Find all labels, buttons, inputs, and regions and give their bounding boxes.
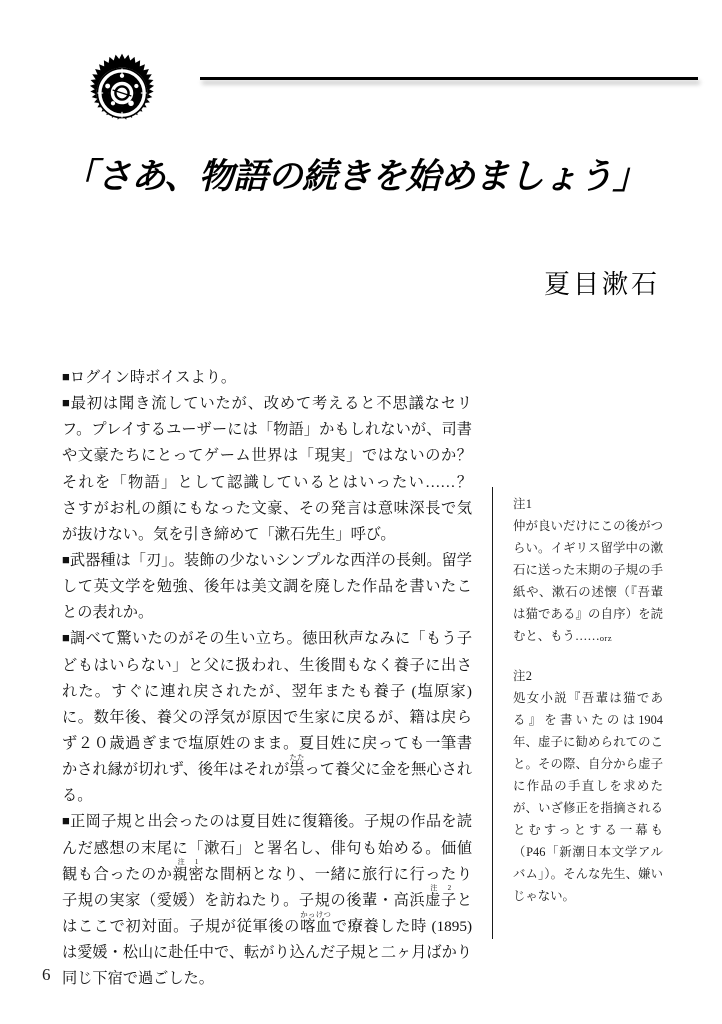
header-horizontal-rule: [200, 77, 698, 80]
body-paragraph: ■武器種は「刃」。装飾の少ないシンプルな西洋の長剣。留学して英文学を勉強、後年は美文調を廃した作品を書いたことの表れか。: [62, 551, 472, 622]
side-notes-column: [513, 493, 663, 907]
page-title: 「さあ、物語の続きを始めましょう」: [62, 157, 648, 197]
side-note-label: 注2: [513, 668, 533, 683]
side-note-body: 仲が良いだけにこの後がつらい。イギリス留学中の漱石に送った末期の子規の手紙や、漱石の述懐（『吾輩は猫である』の自序）を読むと、もう……orz: [513, 519, 663, 644]
body-paragraph: ■正岡子規と出会ったのは夏目姓に復籍後。子規の作品を読んだ感想の末尾に「漱石」と署名し、俳句も始める。価値観も合ったのか親密注1な間柄となり、一緒に旅行に行ったり子規の実家（愛媛）を訪ねたり。子規の後輩・高浜虚子注2とはここで初対面。子規が従軍後の喀血かっけつで療養した時 (1895) は愛媛・松山に赴任中で、転がり込んだ子規と二ヶ月ばかり同じ下宿で過ごした。: [62, 813, 473, 988]
body-paragraph: ■最初は聞き流していたが、改めて考えると不思議なセリフ。プレイするユーザーには「物語」かもしれないが、司書や文豪たちにとってゲーム世界は「現実」ではないのか？ それを「物語」として認識しているとはいったい……？ さすがお札の顔にもなった文豪、その発言は意味深長で気が抜けない。気を引き締めて「漱石先生」呼び。: [62, 395, 488, 543]
author-name: 夏目漱石: [543, 270, 660, 299]
side-note: [513, 665, 663, 908]
footnote-marker-1: 親密注1: [172, 857, 205, 883]
body-paragraph: ■調べて驚いたのがその生い立ち。徳田秋声なみに「もう子どもはいらない」と父に扱われ、生後間もなく養子に出された。すぐに連れ戻されたが、翌年またも養子 (塩原家) に。数年後、養父の浮気が原因で生家に戻るが、籍は戻らず２０歳過ぎまで塩原姓のまま。夏目姓に戻っても一筆書かされ縁が切れず、後年はそれが祟たたって養父に金を無心される。: [62, 630, 473, 805]
header-ornament: [78, 52, 638, 134]
side-note: [513, 493, 663, 648]
column-divider: [492, 487, 493, 939]
side-note-label: 注1: [513, 497, 533, 511]
content-area: [0, 365, 722, 988]
ruby-annotation: 祟たた: [289, 753, 305, 779]
footnote-marker-2: 虚子注2: [425, 883, 457, 909]
body-paragraph: ■ログイン時ボイスより。: [62, 369, 237, 386]
gear-icon: [78, 52, 166, 134]
ruby-annotation: 喀血かっけつ: [300, 909, 332, 935]
orz-emoticon: orz: [599, 633, 612, 644]
main-text-column: [62, 365, 488, 992]
side-note-body: 処女小説『吾輩は猫である』を書いたのは1904 年、虚子に勧められてのこと。その際、自分から虚子に作品の手直しを求めたが、いざ修正を指摘されるとむすっとする一幕も（P46「新潮日本文学アルバム」）。そんな先生、嫌いじゃない。: [513, 690, 663, 904]
page-number: 6: [42, 965, 51, 984]
